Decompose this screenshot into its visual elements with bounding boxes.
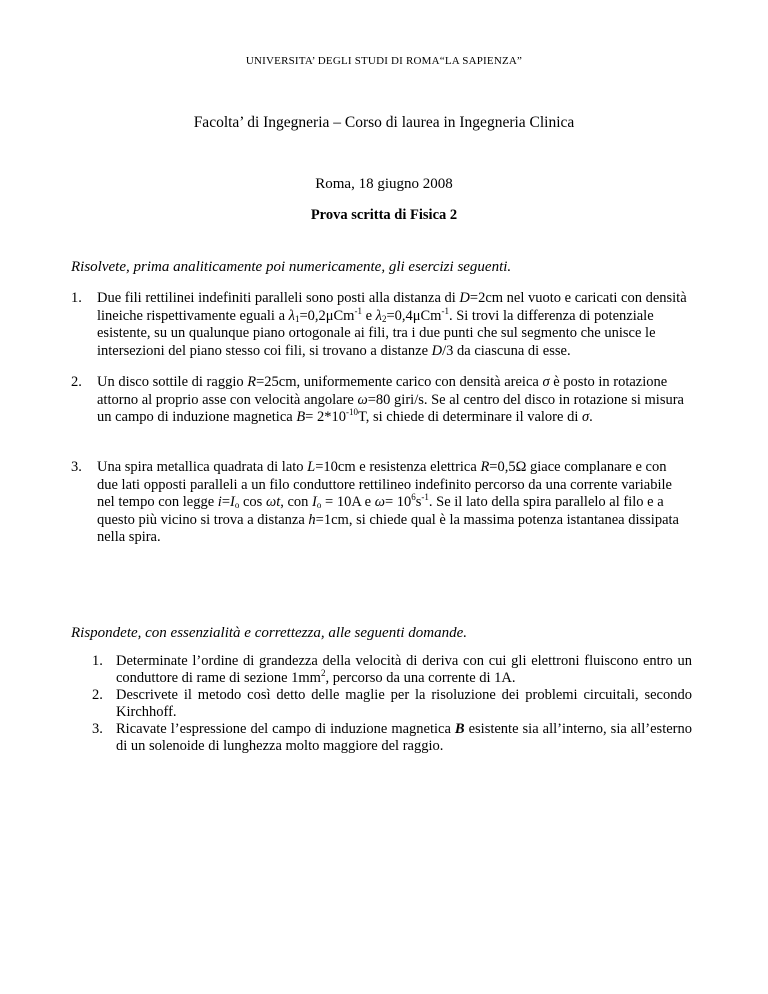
question-3 — [92, 721, 692, 755]
question-2 — [92, 687, 692, 721]
questions-intro: Rispondete, con essenzialità e correttezza, alle seguenti domande. — [71, 625, 468, 641]
faculty-line: Facolta’ di Ingegneria – Corso di laurea in Ingegneria Clinica — [193, 114, 575, 131]
question-number: 1. — [92, 653, 103, 669]
exercise-text: Un disco sottile di raggio R=25cm, uniformemente carico con densità areica σ è posto in rotazione attorno al proprio asse con velocità angolare ω=80 giri/s. Se al centro del disco in rotazione si misura un campo di induzione magnetica $B= 2*10^{-10}T$, si chiede di determinare il valore di σ. — [97, 374, 684, 425]
university-name: UNIVERSITA’ DEGLI STUDI DI ROMA“LA SAPIENZA” — [245, 55, 523, 67]
question-text: Descrivete il metodo così detto delle maglie per la risoluzione dei problemi circuitali, secondo Kirchhoff. — [116, 687, 692, 720]
question-number: 2. — [92, 687, 103, 703]
exercise-number: 2. — [71, 374, 82, 390]
question-text: Ricavate l’espressione del campo di induzione magnetica B esistente sia all’interno, sia all’esterno di un solenoide di lunghezza molto maggiore del raggio. — [116, 721, 692, 754]
exercise-2 — [71, 374, 691, 427]
exercise-text: Una spira metallica quadrata di lato L=10cm e resistenza elettrica R=0,5Ω giace complanare e con due lati opposti paralleli a un filo conduttore rettilineo indefinito percorso da una corrente variabile nel tempo con legge $i=I_o$ cos ωt, con $I_o = 10A$ e $\omega= 10^6s^{-1}$. Se il lato della spira parallelo al filo e a questo più vicino si trova a distanza h=1cm, si chiede qual è la massima potenza istantanea dissipata nella spira. — [97, 459, 679, 545]
question-1 — [92, 653, 692, 687]
exercises-intro: Risolvete, prima analiticamente poi numericamente, gli esercizi seguenti. — [71, 259, 512, 275]
exercise-number: 1. — [71, 290, 82, 306]
exercise-text: Due fili rettilinei indefiniti paralleli sono posti alla distanza di D=2cm nel vuoto e caricati con densità lineiche rispettivamente eguali a $\lambda_1=0,2\mu Cm^{-1}$ e $\lambda_2=0,4\mu Cm^{-1}$. Si trovi la differenza di potenziale esistente, su un qualunque piano ortogonale ai fili, tra i due punti che sul segmento che unisce le intersezioni del piano stesso coi fili, si trovano a distanze D/3 da ciascuna di esse. — [97, 290, 687, 359]
question-number: 3. — [92, 721, 103, 737]
exercise-1 — [71, 290, 691, 360]
exam-date: Roma, 18 giugno 2008 — [315, 176, 453, 192]
exercise-number: 3. — [71, 459, 82, 475]
exercise-3 — [71, 459, 691, 547]
question-text: Determinate l’ordine di grandezza della velocità di deriva con cui gli elettroni fluiscono entro un conduttore di rame di sezione $1mm^2$, percorso da una corrente di 1A. — [116, 653, 692, 686]
exam-title: Prova scritta di Fisica 2 — [310, 207, 458, 223]
